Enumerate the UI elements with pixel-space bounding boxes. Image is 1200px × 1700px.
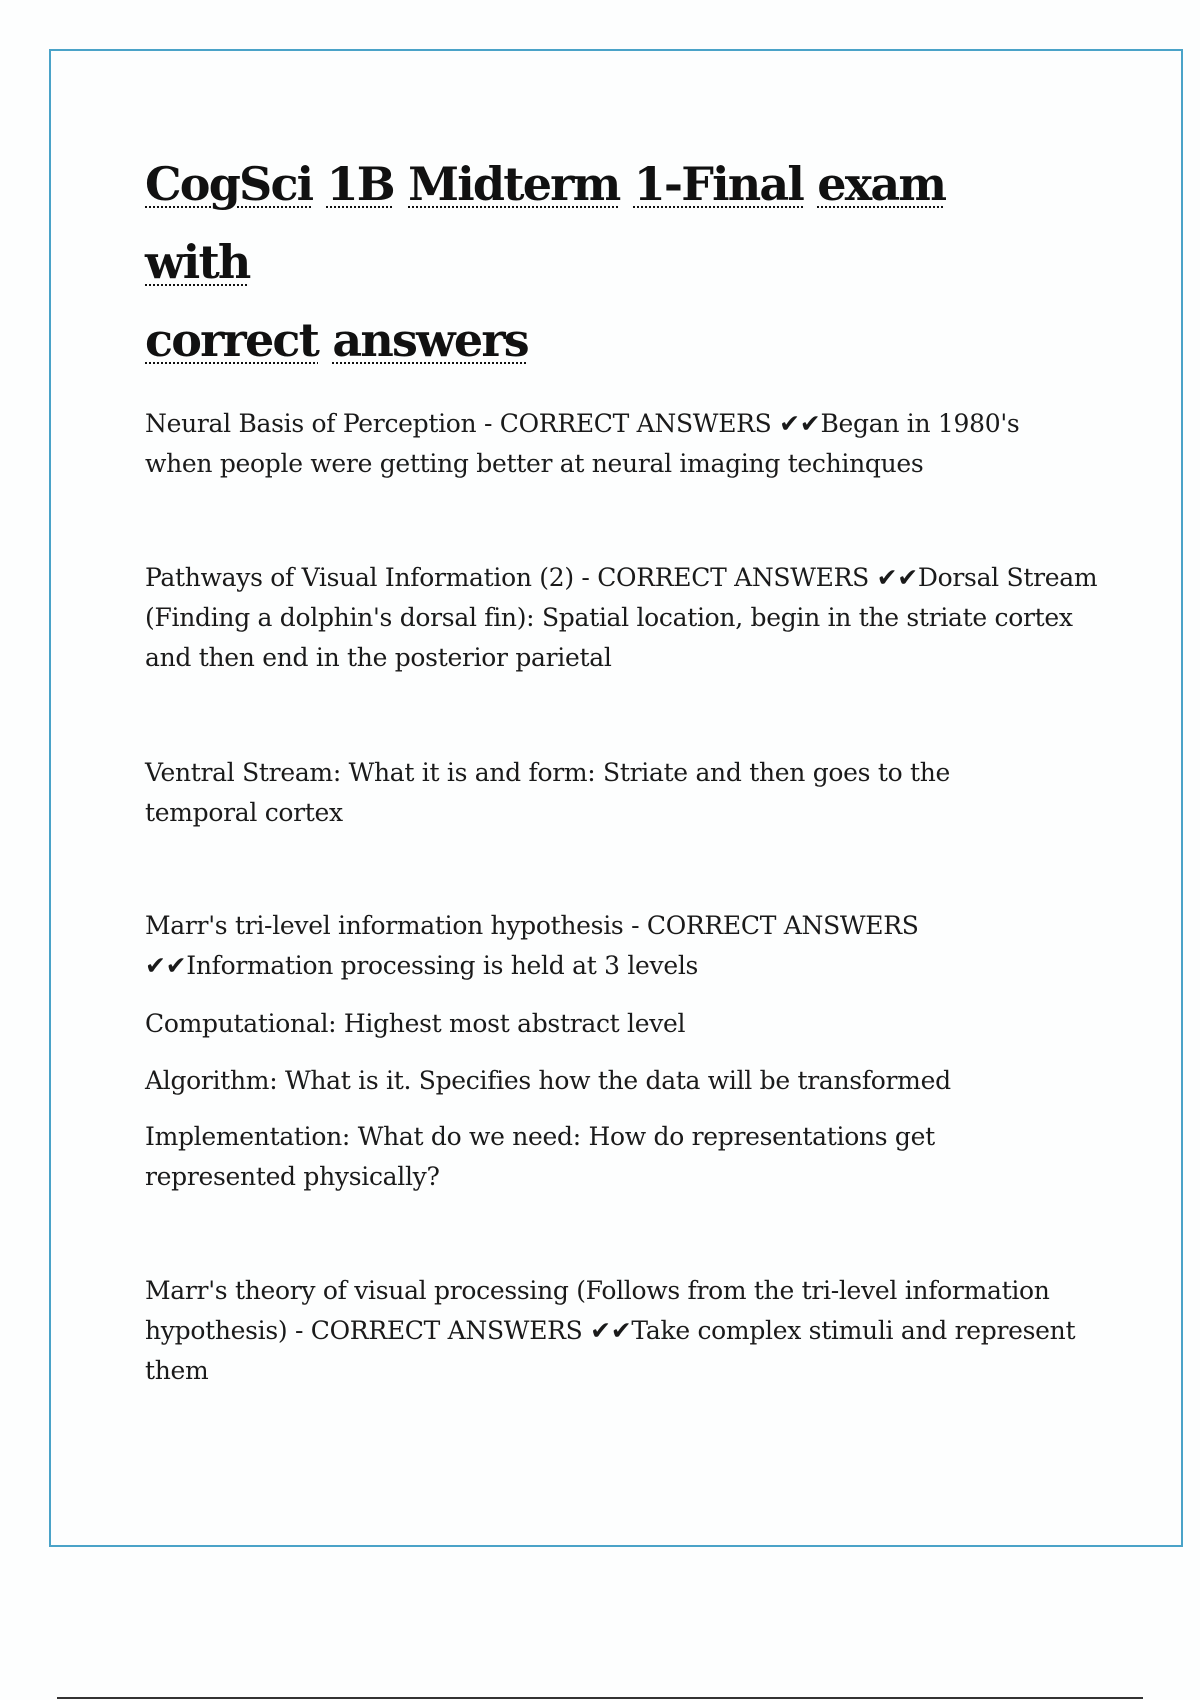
title-word: CogSci [145, 157, 313, 211]
title-word: 1B [326, 157, 394, 211]
paragraph-visual-pathways: Pathways of Visual Information (2) - CORRECT ANSWERS ✔✔Dorsal Stream (Finding a dolphin's dorsal fin): Spatial location, begin in the striate cortex and then end in the posterior parietal [145, 563, 1098, 672]
title-word: correct [145, 313, 319, 367]
footer-divider [57, 1697, 1143, 1699]
paragraph-ventral-stream: Ventral Stream: What it is and form: Striate and then goes to the temporal cortex [145, 758, 951, 827]
paragraph-neural-basis: Neural Basis of Perception - CORRECT ANSWERS ✔✔Began in 1980's when people were getting better at neural imaging techinques [145, 409, 1020, 478]
title-word: 1-Final [633, 157, 804, 211]
title-word: exam [817, 157, 946, 211]
title-word: with [145, 235, 250, 289]
paragraph-computational-level: Computational: Highest most abstract level [145, 1009, 686, 1038]
paragraph-marr-trilevel: Marr's tri-level information hypothesis - CORRECT ANSWERS ✔✔Information processing is held at 3 levels [145, 911, 919, 980]
title-word: Midterm [408, 157, 620, 211]
paragraph-marr-visual-processing: Marr's theory of visual processing (Follows from the tri-level information hypothesis) - CORRECT ANSWERS ✔✔Take complex stimuli and represent them [145, 1276, 1076, 1385]
paragraph-implementation-level: Implementation: What do we need: How do representations get represented physically? [145, 1122, 935, 1191]
document-title [145, 145, 1045, 379]
paragraph-algorithm-level: Algorithm: What is it. Specifies how the data will be transformed [145, 1066, 951, 1095]
title-word: answers [332, 313, 528, 367]
